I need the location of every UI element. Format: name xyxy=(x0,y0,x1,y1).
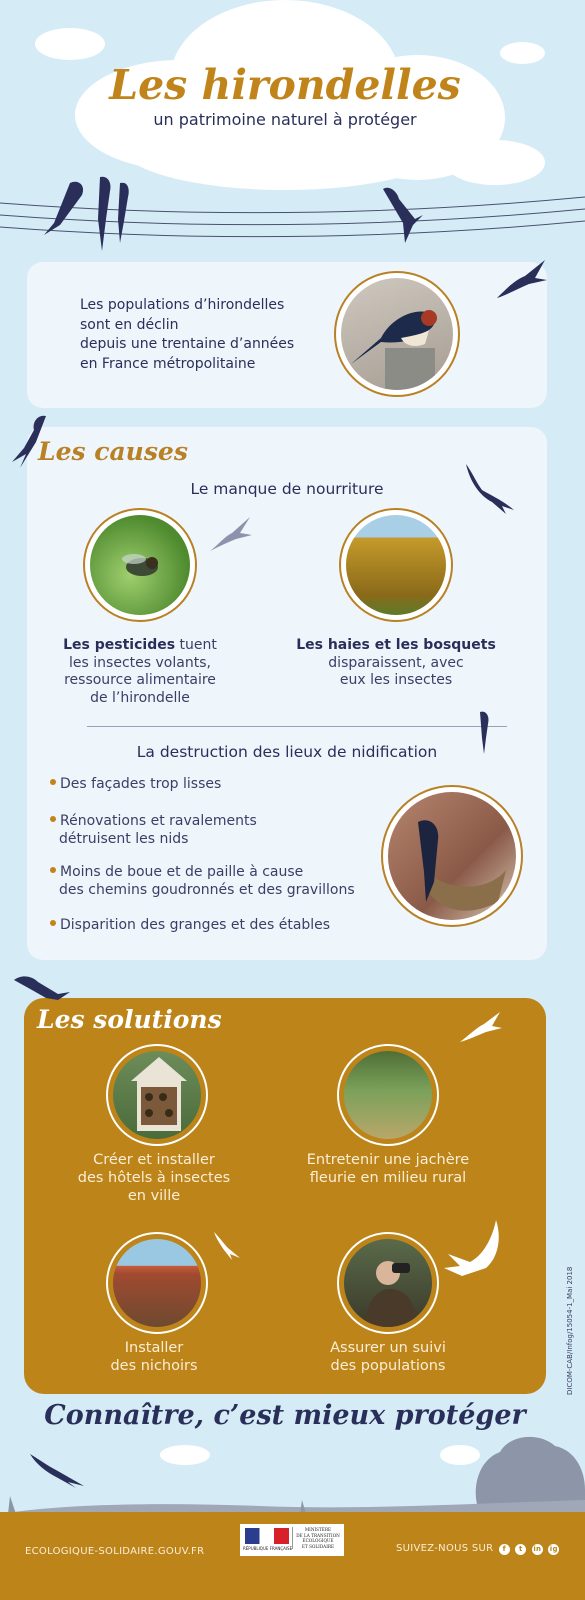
solution-caption: Installer des nichoirs xyxy=(110,1340,198,1374)
landscape-silhouette xyxy=(0,1430,585,1514)
fallow-field-photo xyxy=(337,1044,439,1146)
swallow-icon xyxy=(458,1010,502,1044)
instagram-icon[interactable]: ig xyxy=(549,1545,558,1553)
nest-photo xyxy=(381,785,523,927)
swallow-icon xyxy=(375,185,425,245)
causes-title: Les causes xyxy=(38,437,188,466)
page-title: Les hirondelles xyxy=(109,61,461,109)
pesticides-caption: Les pesticides tuent les insectes volants, ressource alimentaire de l’hirondelle xyxy=(63,637,217,706)
swallow-icon xyxy=(472,710,494,756)
french-flag-icon xyxy=(245,1528,289,1544)
swallow-icon xyxy=(40,175,135,255)
birdwatcher-photo xyxy=(337,1232,439,1334)
nesting-heading: La destruction des lieux de nidification xyxy=(136,743,438,761)
intro-panel xyxy=(27,262,547,408)
website-link[interactable]: ECOLOGIQUE-SOLIDAIRE.GOUV.FR xyxy=(25,1546,205,1557)
footer xyxy=(0,1512,585,1600)
intro-text: Les populations d’hirondelles sont en déclin depuis une trentaine d’années en France métropolitaine xyxy=(80,297,295,372)
cloud xyxy=(35,28,105,60)
solution-caption: Entretenir une jachère fleurie en milieu rural xyxy=(306,1152,470,1186)
divider xyxy=(87,726,507,727)
slogan: Connaître, c’est mieux protéger xyxy=(44,1400,526,1431)
hedges-caption: Les haies et les bosquets disparaissent, avec eux les insectes xyxy=(296,637,496,688)
pesticide-fly-photo xyxy=(83,508,197,622)
swallow-icon xyxy=(462,462,516,514)
swallow-icon xyxy=(208,515,252,553)
solution-caption: Créer et installer des hôtels à insectes en ville xyxy=(77,1152,231,1204)
cloud xyxy=(500,42,545,64)
hedge-photo xyxy=(339,508,453,622)
facebook-icon[interactable]: f xyxy=(499,1544,510,1555)
linkedin-icon[interactable]: in xyxy=(533,1545,542,1553)
credit-text: DICOM-CAB/Infog/15054-1_Mai 2018 xyxy=(566,1266,574,1395)
solutions-panel xyxy=(24,998,546,1394)
bullet-item: Rénovations et ravalements détruisent les nids xyxy=(50,813,257,848)
solution-caption: Assurer un suivi des populations xyxy=(330,1340,446,1374)
twitter-icon[interactable]: t xyxy=(515,1544,526,1555)
insect-hotel-photo xyxy=(106,1044,208,1146)
swallow-icon xyxy=(10,412,50,470)
bullet-item: Moins de boue et de paille à cause des chemins goudronnés et des gravillons xyxy=(50,864,355,899)
swallow-icon xyxy=(442,1218,508,1288)
page-subtitle: un patrimoine naturel à protéger xyxy=(153,110,417,129)
ministry-name: MINISTÈRE DE LA TRANSITION ÉCOLOGIQUE ET SOLIDAIRE xyxy=(292,1527,343,1549)
nest-box-photo xyxy=(106,1232,208,1334)
swallow-icon xyxy=(495,258,550,300)
bullet-item: Disparition des granges et des étables xyxy=(50,917,330,935)
swallow-icon xyxy=(212,1230,242,1260)
bullet-item: Des façades trop lisses xyxy=(50,776,221,794)
ministry-logo: RÉPUBLIQUE FRANÇAISE MINISTÈRE DE LA TRANSITION ÉCOLOGIQUE ET SOLIDAIRE xyxy=(240,1524,344,1556)
food-heading: Le manque de nourriture xyxy=(190,480,384,498)
solutions-title: Les solutions xyxy=(37,1005,222,1034)
follow-us: SUIVEZ-NOUS SUR f t in ig xyxy=(396,1543,558,1554)
swallow-photo xyxy=(334,271,460,397)
cloud xyxy=(445,140,545,185)
swallow-icon xyxy=(12,972,72,1006)
header xyxy=(100,62,470,129)
